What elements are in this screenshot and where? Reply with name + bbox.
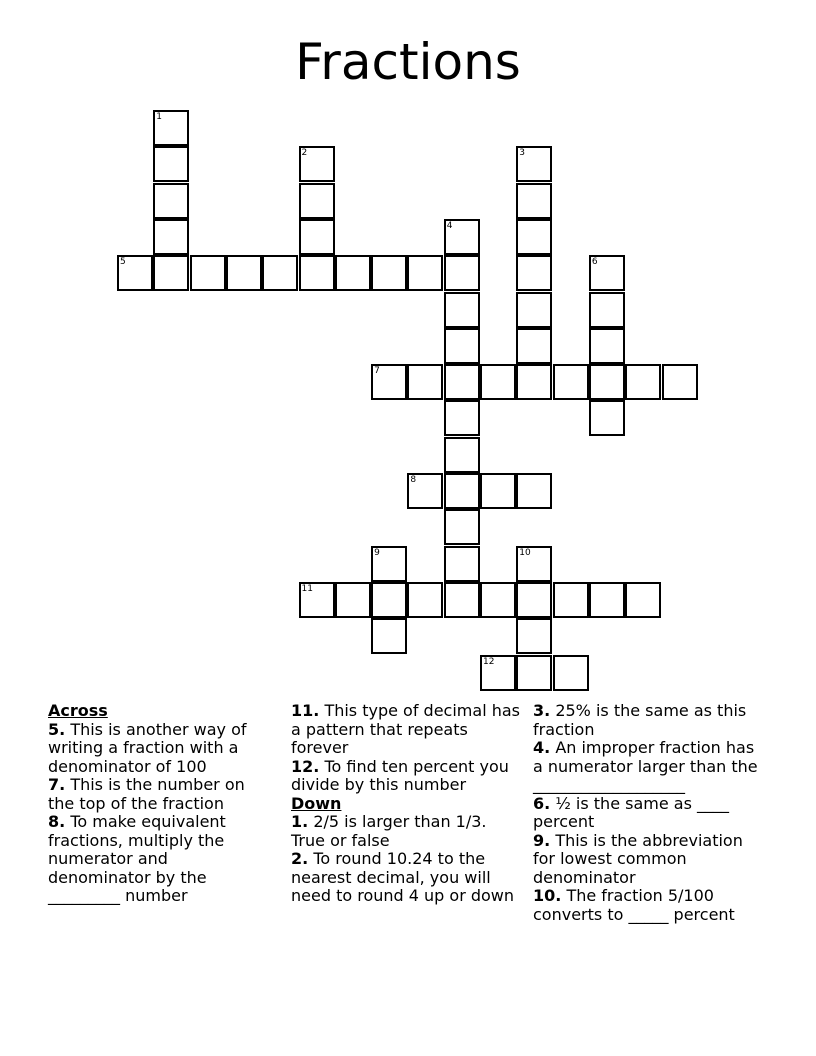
grid-square[interactable] (625, 364, 661, 400)
grid-square[interactable] (516, 546, 552, 582)
grid-square[interactable] (262, 255, 298, 291)
clue-down-1: 1. 2/5 is larger than 1/3. True or false (291, 812, 487, 850)
clue-number: 7 (374, 366, 380, 377)
grid-square[interactable] (407, 473, 443, 509)
grid-square[interactable] (299, 255, 335, 291)
down-heading: Down (291, 793, 342, 813)
grid-square[interactable] (153, 146, 189, 182)
grid-square[interactable] (516, 473, 552, 509)
clue-number: 9 (374, 547, 380, 558)
grid-square[interactable] (516, 183, 552, 219)
grid-square[interactable] (299, 219, 335, 255)
clue-number: 8 (410, 475, 417, 485)
grid-square[interactable] (553, 364, 589, 400)
grid-square[interactable] (153, 255, 189, 291)
grid-square[interactable] (480, 364, 516, 400)
grid-square[interactable] (662, 364, 698, 400)
grid-square[interactable] (516, 292, 552, 328)
clue-down-3: 3. 25% is the same as this fraction (533, 701, 747, 739)
grid-square[interactable] (444, 364, 480, 400)
grid-square[interactable] (589, 582, 625, 618)
grid-square[interactable] (371, 255, 407, 291)
grid-square[interactable] (407, 582, 443, 618)
clue-number: 3 (519, 148, 526, 159)
grid-square[interactable] (516, 582, 552, 618)
grid-square[interactable] (371, 364, 407, 400)
clue-number: 1 (156, 112, 163, 122)
clue-number: 10 (519, 547, 531, 558)
grid-square[interactable] (444, 582, 480, 618)
grid-square[interactable] (153, 110, 189, 146)
grid-square[interactable] (516, 146, 552, 182)
clue-down-10: 10. The fraction 5/100 converts to _____ percent (533, 886, 735, 924)
grid-square[interactable] (480, 473, 516, 509)
grid-square[interactable] (589, 400, 625, 436)
grid-square[interactable] (589, 255, 625, 291)
grid-square[interactable] (589, 292, 625, 328)
clue-column-3 (533, 702, 768, 924)
clue-across-7: 7. This is the number on the top of the fraction (48, 775, 245, 813)
clue-down-6: 6. ½ is the same as ____ percent (533, 793, 729, 831)
grid-square[interactable] (335, 255, 371, 291)
puzzle-title: Fractions (295, 33, 521, 91)
clue-number: 6 (591, 257, 598, 268)
grid-square[interactable] (335, 582, 371, 618)
grid-square[interactable] (444, 255, 480, 291)
grid-square[interactable] (480, 655, 516, 691)
grid-square[interactable] (299, 146, 335, 182)
clue-down-9: 9. This is the abbreviation for lowest common denominator (533, 830, 743, 887)
grid-square[interactable] (299, 582, 335, 618)
clue-across-5: 5. This is another way of writing a fraction with a denominator of 100 (48, 719, 247, 776)
grid-square[interactable] (589, 364, 625, 400)
grid-square[interactable] (226, 255, 262, 291)
clue-across-11: 11. This type of decimal has a pattern that repeats forever (291, 701, 520, 757)
grid-square[interactable] (117, 255, 153, 291)
clue-down-2: 2. To round 10.24 to the nearest decimal, you will need to round 4 up or down (291, 849, 515, 905)
clue-number: 2 (301, 148, 308, 159)
grid-square[interactable] (371, 618, 407, 654)
grid-square[interactable] (480, 582, 516, 618)
grid-square[interactable] (516, 255, 552, 291)
clue-column-2 (291, 702, 521, 906)
grid-square[interactable] (407, 255, 443, 291)
grid-square[interactable] (299, 183, 335, 219)
grid-square[interactable] (516, 328, 552, 364)
clue-number: 4 (446, 220, 453, 231)
grid-square[interactable] (444, 473, 480, 509)
grid-square[interactable] (516, 219, 552, 255)
grid-square[interactable] (190, 255, 226, 291)
grid-square[interactable] (444, 328, 480, 364)
clue-column-1 (48, 702, 273, 906)
clue-number: 12 (483, 656, 495, 667)
grid-square[interactable] (371, 546, 407, 582)
grid-square[interactable] (589, 328, 625, 364)
grid-square[interactable] (516, 655, 552, 691)
grid-square[interactable] (153, 219, 189, 255)
grid-square[interactable] (553, 582, 589, 618)
grid-square[interactable] (516, 618, 552, 654)
clue-across-8: 8. To make equivalent fractions, multiply the numerator and denominator by the _________ number (48, 812, 226, 905)
grid-square[interactable] (444, 437, 480, 473)
grid-square[interactable] (153, 183, 189, 219)
grid-square[interactable] (444, 400, 480, 436)
grid-square[interactable] (444, 546, 480, 582)
clue-across-12: 12. To find ten percent you divide by this number (291, 756, 509, 794)
grid-square[interactable] (444, 509, 480, 545)
grid-square[interactable] (444, 219, 480, 255)
clue-number: 11 (301, 583, 313, 594)
grid-square[interactable] (516, 364, 552, 400)
across-heading: Across (48, 701, 108, 720)
clue-number: 5 (120, 257, 126, 268)
clue-down-4: 4. An improper fraction has a numerator larger than the ___________________ (533, 738, 758, 794)
grid-square[interactable] (625, 582, 661, 618)
grid-square[interactable] (444, 292, 480, 328)
grid-square[interactable] (553, 655, 589, 691)
grid-square[interactable] (407, 364, 443, 400)
grid-square[interactable] (371, 582, 407, 618)
